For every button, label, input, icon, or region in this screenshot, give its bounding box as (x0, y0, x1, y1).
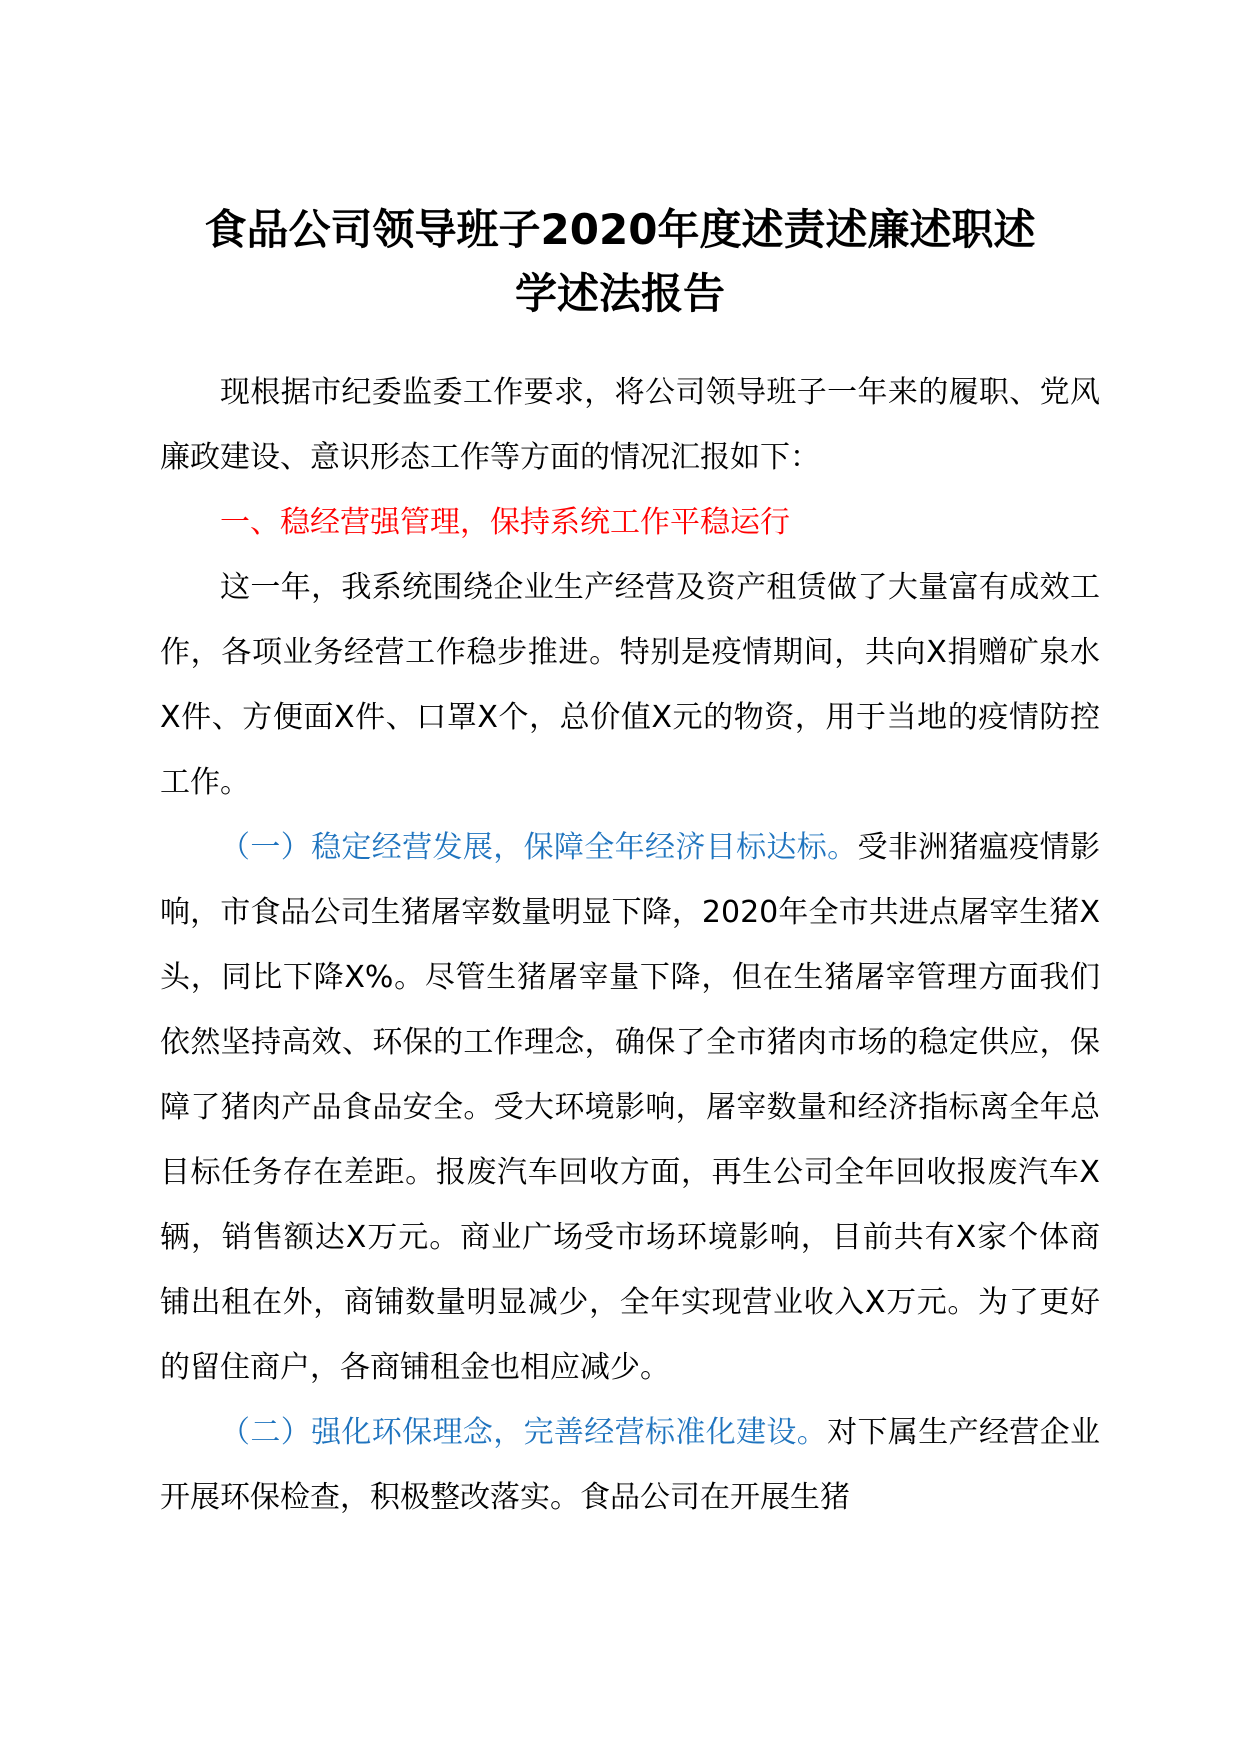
subsection-1-paragraph (160, 815, 1100, 1400)
subsection-2-paragraph (160, 1400, 1100, 1530)
subsection-2-lead: （二）强化环保理念，完善经营标准化建设。 (220, 1415, 828, 1450)
subsection-1-lead: （一）稳定经营发展，保障全年经济目标达标。 (220, 830, 858, 865)
section-1-paragraph: 这一年，我系统围绕企业生产经营及资产租赁做了大量富有成效工作，各项业务经营工作稳步推进。特别是疫情期间，共向X捐赠矿泉水X件、方便面X件、口罩X个，总价值X元的物资，用于当地的疫情防控工作。 (160, 570, 1100, 800)
document-title (150, 198, 1090, 326)
subsection-1-text: 受非洲猪瘟疫情影响，市食品公司生猪屠宰数量明显下降，2020年全市共进点屠宰生猪X头，同比下降X%。尽管生猪屠宰量下降，但在生猪屠宰管理方面我们依然坚持高效、环保的工作理念，确保了全市猪肉市场的稳定供应，保障了猪肉产品食品安全。受大环境影响，屠宰数量和经济指标离全年总目标任务存在差距。报废汽车回收方面，再生公司全年回收报废汽车X辆，销售额达X万元。商业广场受市场环境影响，目前共有X家个体商铺出租在外，商铺数量明显减少，全年实现营业收入X万元。为了更好的留住商户，各商铺租金也相应减少。 (160, 830, 1100, 1385)
section-1-heading: 一、稳经营强管理，保持系统工作平稳运行 (220, 505, 790, 540)
title-line-1: 食品公司领导班子2020年度述责述廉述职述 (204, 205, 1036, 254)
intro-paragraph: 现根据市纪委监委工作要求，将公司领导班子一年来的履职、党风廉政建设、意识形态工作等方面的情况汇报如下： (160, 375, 1100, 475)
document-body (160, 360, 1100, 1530)
subsection-2-text: 对下属生产经营企业开展环保检查，积极整改落实。食品公司在开展生猪 (160, 1415, 1101, 1515)
title-line-2: 学述法报告 (514, 269, 725, 318)
